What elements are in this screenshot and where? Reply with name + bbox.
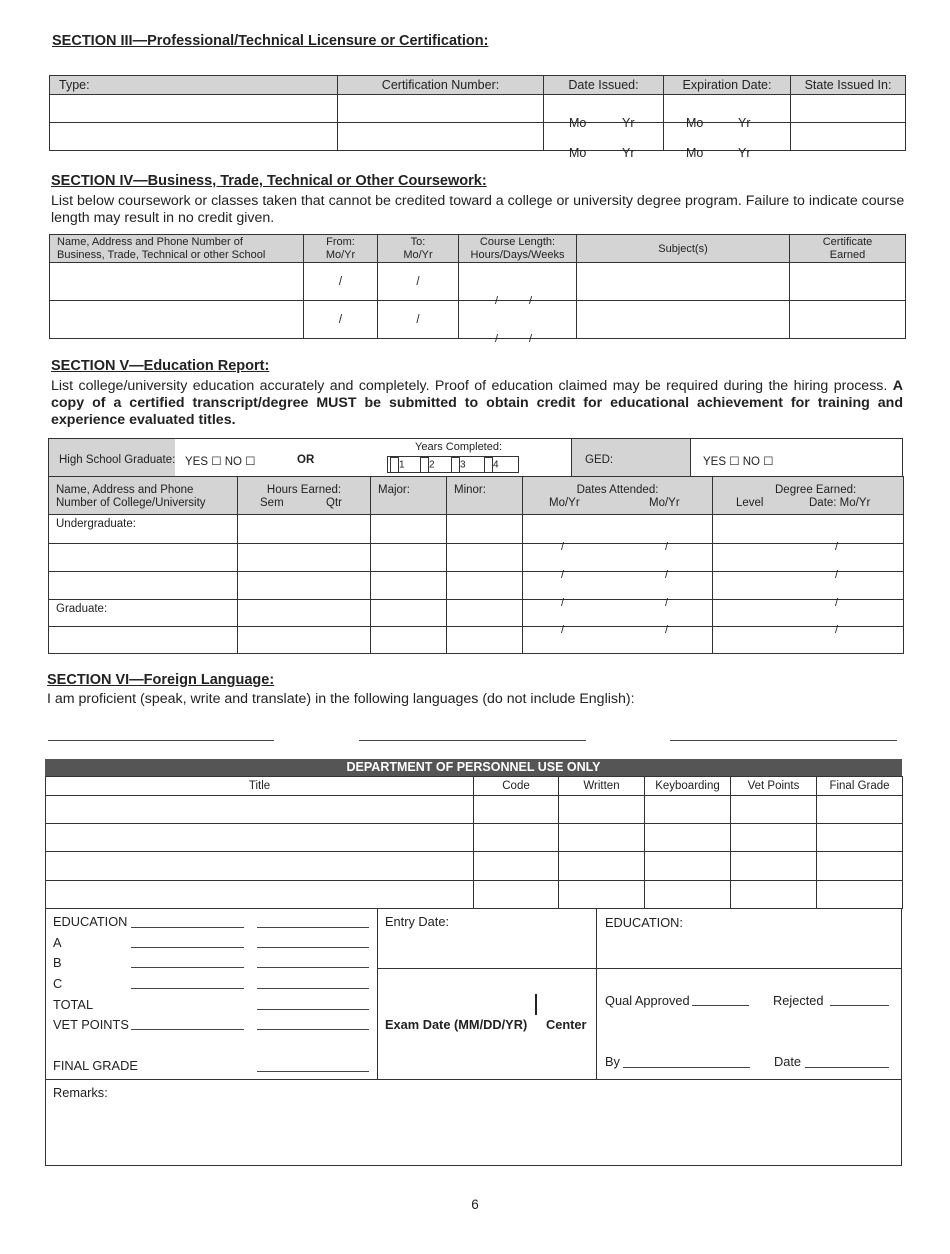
date-label: Date bbox=[774, 1054, 802, 1069]
table-row bbox=[50, 95, 906, 123]
minor-field[interactable] bbox=[447, 627, 523, 654]
education-field[interactable] bbox=[131, 927, 244, 928]
total-label: TOTAL bbox=[53, 997, 94, 1012]
hours-field[interactable] bbox=[238, 572, 371, 600]
section-iv-title: SECTION IV—Business, Trade, Technical or Other Coursework: bbox=[51, 173, 487, 189]
to-field[interactable]: / bbox=[378, 263, 459, 301]
dates-field[interactable]: / / bbox=[523, 544, 713, 572]
dept-grade-table bbox=[45, 776, 903, 909]
language-field[interactable] bbox=[670, 740, 897, 741]
year-checkbox[interactable] bbox=[484, 457, 493, 473]
date-issued-field[interactable] bbox=[544, 95, 664, 130]
expiration-date-field[interactable] bbox=[664, 123, 791, 160]
table-row bbox=[46, 824, 903, 852]
table-row bbox=[50, 123, 906, 151]
high-school-yes-no[interactable]: YES ☐ NO ☐ bbox=[185, 456, 256, 468]
header-title: Title bbox=[46, 777, 474, 796]
header-certificate: Certificate Earned bbox=[790, 235, 906, 263]
year-checkbox[interactable] bbox=[420, 457, 429, 473]
minor-field[interactable] bbox=[447, 600, 523, 627]
college-field[interactable] bbox=[49, 572, 238, 600]
major-field[interactable] bbox=[371, 627, 447, 654]
yr-label: Yr bbox=[738, 115, 751, 130]
remarks-label: Remarks: bbox=[53, 1085, 108, 1100]
degree-field[interactable]: / bbox=[713, 544, 904, 572]
yr-label: Yr bbox=[738, 145, 751, 160]
yr-label: Yr bbox=[622, 145, 635, 160]
c-field[interactable] bbox=[257, 988, 369, 989]
qual-approved-label: Qual Approved bbox=[605, 993, 690, 1008]
a-field[interactable] bbox=[257, 947, 369, 948]
years-completed-label: Years Completed: bbox=[415, 441, 503, 453]
table-row bbox=[50, 263, 906, 301]
header-from: From: Mo/Yr bbox=[304, 235, 378, 263]
college-field[interactable]: Undergraduate: bbox=[49, 515, 238, 544]
college-field[interactable]: Graduate: bbox=[49, 600, 238, 627]
header-subjects: Subject(s) bbox=[577, 235, 790, 263]
section-v-title: SECTION V—Education Report: bbox=[51, 358, 270, 374]
header-keyboarding: Keyboarding bbox=[645, 777, 731, 796]
by-field[interactable] bbox=[623, 1067, 750, 1068]
date-issued-field[interactable] bbox=[544, 123, 664, 160]
header-hours: Hours Earned: Sem Qtr bbox=[238, 477, 371, 515]
college-field[interactable] bbox=[49, 544, 238, 572]
mo-label: Mo bbox=[569, 145, 587, 160]
section-v-intro: List college/university education accurately and completely. Proof of education claimed may be required during the hiring process. A copy of a certified transcript/degree MUST be submitted to obtain credit for educational achievement for training and experience evaluated titles. bbox=[51, 378, 903, 428]
school-field[interactable] bbox=[50, 263, 304, 301]
by-label: By bbox=[605, 1054, 620, 1069]
hours-field[interactable] bbox=[238, 515, 371, 544]
header-major: Major: bbox=[371, 477, 447, 515]
cert-number-field[interactable] bbox=[338, 95, 544, 123]
mo-label: Mo bbox=[569, 115, 587, 130]
header-state-issued: State Issued In: bbox=[791, 76, 906, 95]
state-field[interactable] bbox=[791, 95, 906, 123]
final-grade-field[interactable] bbox=[257, 1071, 369, 1072]
degree-field[interactable]: / bbox=[713, 600, 904, 627]
total-field[interactable] bbox=[257, 1009, 369, 1010]
table-row bbox=[49, 600, 904, 627]
mo-label: Mo bbox=[686, 145, 704, 160]
language-field[interactable] bbox=[48, 740, 274, 741]
education-review-label: EDUCATION: bbox=[605, 915, 683, 930]
mo-label: Mo bbox=[686, 115, 704, 130]
minor-field[interactable] bbox=[447, 544, 523, 572]
year-checkbox[interactable] bbox=[390, 457, 399, 473]
major-field[interactable] bbox=[371, 544, 447, 572]
c-field[interactable] bbox=[131, 988, 244, 989]
dates-field[interactable]: / / bbox=[523, 600, 713, 627]
table-row bbox=[46, 881, 903, 909]
degree-field[interactable]: / bbox=[713, 572, 904, 600]
education-label: EDUCATION bbox=[53, 914, 128, 929]
certificate-field[interactable] bbox=[790, 301, 906, 339]
dates-field[interactable] bbox=[523, 627, 713, 654]
final-grade-label: FINAL GRADE bbox=[53, 1058, 138, 1073]
minor-field[interactable] bbox=[447, 515, 523, 544]
section-iii-title: SECTION III—Professional/Technical Licensure or Certification: bbox=[52, 33, 489, 49]
hours-field[interactable] bbox=[238, 600, 371, 627]
years-completed-boxes: 1 2 3 4 bbox=[387, 456, 519, 473]
major-field[interactable] bbox=[371, 600, 447, 627]
qual-approved-field[interactable] bbox=[692, 1005, 749, 1006]
education-field[interactable] bbox=[257, 927, 369, 928]
ged-label: GED: bbox=[585, 454, 614, 466]
table-row bbox=[49, 572, 904, 600]
course-length-field[interactable]: / / bbox=[459, 263, 577, 301]
table-row bbox=[46, 796, 903, 824]
header-minor: Minor: bbox=[447, 477, 523, 515]
date-field[interactable] bbox=[805, 1067, 889, 1068]
minor-field[interactable] bbox=[447, 572, 523, 600]
ged-yes-no[interactable]: YES ☐ NO ☐ bbox=[703, 456, 774, 468]
year-checkbox[interactable] bbox=[451, 457, 460, 473]
table-row bbox=[46, 852, 903, 881]
header-cert-number: Certification Number: bbox=[338, 76, 544, 95]
state-field[interactable] bbox=[791, 123, 906, 151]
exam-date-label: Exam Date (MM/DD/YR) bbox=[385, 1017, 528, 1032]
from-field[interactable]: / bbox=[304, 301, 378, 339]
b-label: B bbox=[53, 955, 62, 970]
header-final-grade: Final Grade bbox=[817, 777, 903, 796]
coursework-table bbox=[49, 234, 906, 345]
header-vet-points: Vet Points bbox=[731, 777, 817, 796]
hours-field[interactable] bbox=[238, 627, 371, 654]
from-field[interactable]: / bbox=[304, 263, 378, 301]
header-course-length: Course Length: Hours/Days/Weeks bbox=[459, 235, 577, 263]
school-field[interactable] bbox=[50, 301, 304, 339]
b-field[interactable] bbox=[131, 967, 244, 968]
section-iv-intro: List below coursework or classes taken that cannot be credited toward a college or university degree program. Failure to indicate course length may result in no credit given. bbox=[51, 193, 905, 226]
college-field[interactable] bbox=[49, 627, 238, 654]
dates-field[interactable]: / / bbox=[523, 515, 713, 544]
subjects-field[interactable] bbox=[577, 263, 790, 301]
vet-points-field[interactable] bbox=[257, 1029, 369, 1030]
header-dates: Dates Attended: Mo/Yr Mo/Yr bbox=[523, 477, 713, 515]
dates-field[interactable]: / / bbox=[523, 572, 713, 600]
high-school-row bbox=[48, 438, 903, 477]
major-field[interactable] bbox=[371, 515, 447, 544]
rejected-field[interactable] bbox=[830, 1005, 889, 1006]
certification-table bbox=[49, 75, 906, 160]
a-field[interactable] bbox=[131, 947, 244, 948]
table-row bbox=[49, 544, 904, 572]
remarks-field[interactable] bbox=[46, 1102, 901, 1164]
section-vi-intro: I am proficient (speak, write and translate) in the following languages (do not include English): bbox=[47, 691, 635, 707]
center-label: Center bbox=[546, 1017, 587, 1032]
header-expiration-date: Expiration Date: bbox=[664, 76, 791, 95]
or-label: OR bbox=[297, 454, 315, 466]
header-college: Name, Address and Phone Number of College/University bbox=[49, 477, 238, 515]
course-length-field[interactable]: / / bbox=[459, 301, 577, 339]
hours-field[interactable] bbox=[238, 544, 371, 572]
subjects-field[interactable] bbox=[577, 301, 790, 339]
high-school-label: High School Graduate: bbox=[59, 454, 176, 466]
table-row bbox=[49, 627, 904, 654]
header-type: Type: bbox=[50, 76, 338, 95]
a-label: A bbox=[53, 935, 62, 950]
rejected-label: Rejected bbox=[773, 993, 824, 1008]
yr-label: Yr bbox=[622, 115, 635, 130]
header-written: Written bbox=[559, 777, 645, 796]
section-vi-title: SECTION VI—Foreign Language: bbox=[47, 672, 275, 688]
degree-field[interactable] bbox=[713, 627, 904, 654]
table-row bbox=[49, 515, 904, 544]
header-to: To: Mo/Yr bbox=[378, 235, 459, 263]
header-school: Name, Address and Phone Number of Business, Trade, Technical or other School bbox=[50, 235, 304, 263]
vet-points-label: VET POINTS bbox=[53, 1017, 129, 1032]
header-degree: Degree Earned: Level Date: Mo/Yr bbox=[713, 477, 904, 515]
dept-use-banner: DEPARTMENT OF PERSONNEL USE ONLY bbox=[45, 759, 902, 776]
b-field[interactable] bbox=[257, 967, 369, 968]
type-field[interactable] bbox=[50, 123, 338, 151]
to-field[interactable]: / bbox=[378, 301, 459, 339]
c-label: C bbox=[53, 976, 63, 991]
language-field[interactable] bbox=[359, 740, 586, 741]
cert-number-field[interactable] bbox=[338, 123, 544, 151]
vet-points-field[interactable] bbox=[131, 1029, 244, 1030]
entry-date-label: Entry Date: bbox=[385, 914, 450, 929]
expiration-date-field[interactable] bbox=[664, 95, 791, 130]
type-field[interactable] bbox=[50, 95, 338, 123]
page-number: 6 bbox=[471, 1197, 479, 1212]
degree-field[interactable]: / bbox=[713, 515, 904, 544]
major-field[interactable] bbox=[371, 572, 447, 600]
table-row bbox=[50, 301, 906, 339]
education-table bbox=[48, 476, 904, 654]
certificate-field[interactable] bbox=[790, 263, 906, 301]
header-date-issued: Date Issued: bbox=[544, 76, 664, 95]
header-code: Code bbox=[474, 777, 559, 796]
